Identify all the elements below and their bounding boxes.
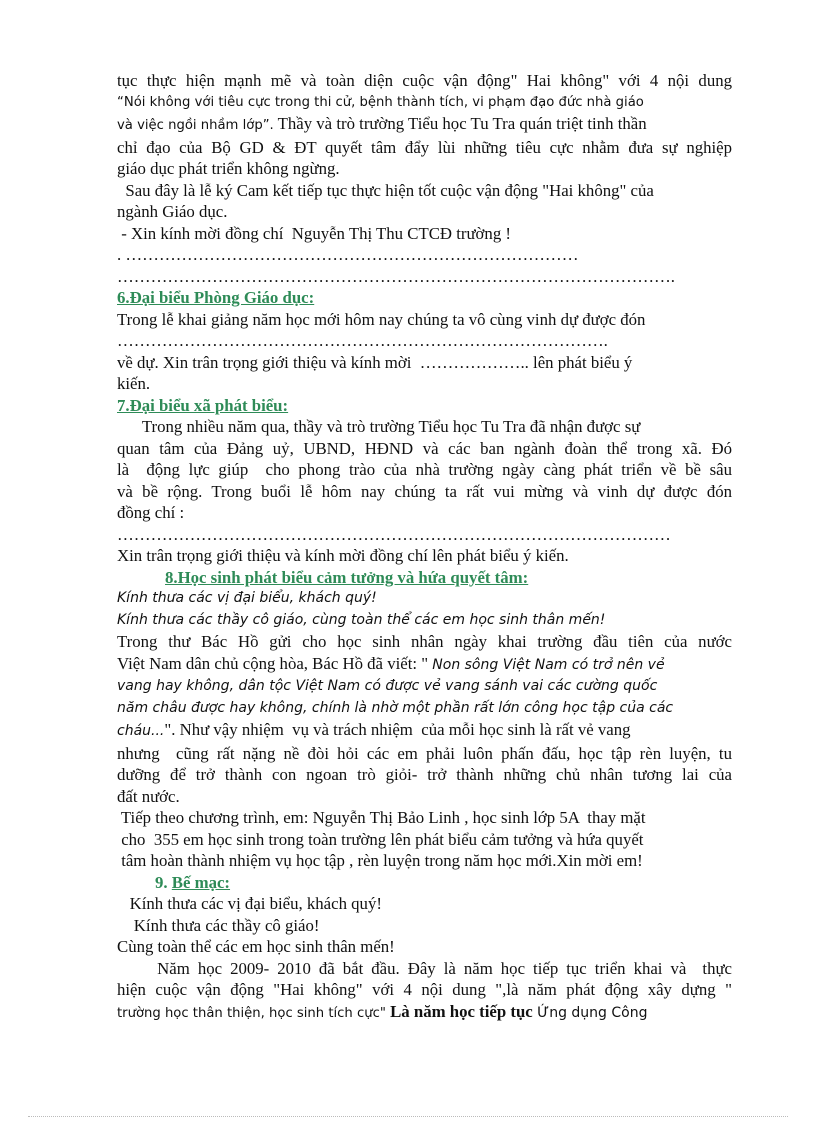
text-line: “Nói không với tiêu cực trong thi cử, bệnh thành tích, vi phạm đạo đức nhà giáo <box>117 94 644 110</box>
text-span: trường học thân thiện, học sinh tích cực" <box>117 1005 386 1021</box>
section-heading-9 <box>117 872 732 894</box>
dotted-line: ……………………………………………………………………………………… <box>117 524 671 544</box>
text-line <box>117 719 732 743</box>
quote-span: Non sông Việt Nam có trở nên vẻ <box>432 656 665 673</box>
text-line: ngành Giáo dục. <box>117 202 228 221</box>
section-heading-text: 8.Học sinh phát biểu cảm tưởng và hứa quyết tâm: <box>165 567 529 587</box>
quote-span: cháu... <box>117 723 165 739</box>
text-line <box>117 807 732 829</box>
text-line: Xin trân trọng giới thiệu và kính mời đồng chí lên phát biểu ý kiến. <box>117 546 569 565</box>
text-line <box>117 653 732 677</box>
text-line: - Xin kính mời đồng chí Nguyễn Thị Thu CTCĐ trường ! <box>117 223 511 243</box>
section-heading-7: 7.Đại biểu xã phát biểu: <box>117 395 289 415</box>
text-line: đất nước. <box>117 786 180 806</box>
quote-line: vang hay không, dân tộc Việt Nam có được vẻ vang sánh vai các cường quốc <box>117 678 658 694</box>
text-line: Sau đây là lễ ký Cam kết tiếp tục thực hiện tốt cuộc vận động "Hai không" của <box>117 180 654 200</box>
text-line: về dự. Xin trân trọng giới thiệu và kính mời ……………….. lên phát biểu ý <box>117 352 633 372</box>
text-line: quan tâm của Đảng uỷ, UBND, HĐND và các ban ngành đoàn thể trong xã. Đó <box>117 438 732 458</box>
text-line: hiện cuộc vận động "Hai không" với 4 nội dung ",là năm phát động xây dựng " <box>117 980 732 999</box>
document-page <box>117 70 732 1024</box>
text-line <box>117 1001 732 1025</box>
text-line: và bề rộng. Trong buổi lễ hôm nay chúng ta rất vui mừng và vinh dự được đón <box>117 481 732 501</box>
text-span: Là năm học tiếp tục <box>385 1001 533 1021</box>
quote-line: năm châu được hay không, chính là nhờ một phần rất lớn công học tập của các <box>117 699 674 716</box>
text-line <box>117 113 732 137</box>
dotted-line: ………………………………………………………………………………………. <box>117 266 675 286</box>
text-line: Kính thưa các thầy cô giáo, cùng toàn thể các em học sinh thân mến! <box>117 611 606 628</box>
dotted-line: ……………………………………………………………………………. <box>117 331 608 350</box>
page-bottom-border <box>28 1116 788 1117</box>
text-line: tâm hoàn thành nhiệm vụ học tập , rèn luyện trong năm học mới.Xin mời em! <box>117 851 643 870</box>
text-line: Năm học 2009- 2010 đã bắt đầu. Đây là năm học tiếp tục triển khai và thực <box>117 958 732 978</box>
text-line: Trong lễ khai giảng năm học mới hôm nay chúng ta vô cùng vinh dự được đón <box>117 309 646 329</box>
text-line: Kính thưa các vị đại biểu, khách quý! <box>117 894 382 913</box>
text-line: dưỡng để trở thành con ngoan trò giỏi- trở thành những chủ nhân tương lai của <box>117 765 732 784</box>
text-span: Tiếp theo chương trình, em: Nguyễn Thị Bảo Linh <box>117 808 461 827</box>
text-line: Kính thưa các thầy cô giáo! <box>117 915 320 935</box>
text-line: cho 355 em học sinh trong toàn trường lên phát biểu cảm tưởng và hứa quyết <box>117 829 644 849</box>
text-line: đồng chí : <box>117 503 185 522</box>
section-number: 9. <box>155 872 172 892</box>
dotted-line: . ……………………………………………………………………… <box>117 245 579 264</box>
section-heading-8 <box>117 567 732 589</box>
section-heading-6: 6.Đại biểu Phòng Giáo dục: <box>117 288 315 307</box>
text-line: Trong thư Bác Hồ gửi cho học sinh nhân ngày khai trường đầu tiên của nước <box>117 632 732 651</box>
text-span: Thầy và trò trường Tiểu học Tu Tra quán triệt tinh thần <box>273 114 647 133</box>
text-span: Ứng dụng Công <box>532 1004 648 1021</box>
text-line: nhưng cũng rất nặng nề đòi hỏi các em phải luôn phấn đấu, học tập rèn luyện, tu <box>117 743 732 763</box>
text-line: Kính thưa các vị đại biểu, khách quý! <box>117 590 377 606</box>
text-span: và việc ngồi nhầm lớp”. <box>117 118 274 133</box>
text-line: Cùng toàn thể các em học sinh thân mến! <box>117 937 395 956</box>
section-heading-text: Bế mạc: <box>171 872 231 892</box>
text-line: Trong nhiều năm qua, thầy và trò trường Tiểu học Tu Tra đã nhận được sự <box>117 417 641 436</box>
text-line: giáo dục phát triển không ngừng. <box>117 159 340 178</box>
text-span: Việt Nam dân chủ cộng hòa, Bác Hồ đã viết: " <box>117 653 433 673</box>
text-span: ". Như vậy nhiệm vụ và trách nhiệm của mỗi học sinh là rất vẻ vang <box>164 720 631 739</box>
text-line: chỉ đạo của Bộ GD & ĐT quyết tâm đẩy lùi những tiêu cực nhằm đưa sự nghiệp <box>117 137 732 157</box>
text-line: là động lực giúp cho phong trào của nhà trường ngày càng phát triển về bề sâu <box>117 460 732 479</box>
text-line: tục thực hiện mạnh mẽ và toàn diện cuộc vận động" Hai không" với 4 nội dung <box>117 71 732 90</box>
text-line: kiến. <box>117 374 151 393</box>
text-span: , học sinh lớp 5A thay mặt <box>460 808 646 827</box>
